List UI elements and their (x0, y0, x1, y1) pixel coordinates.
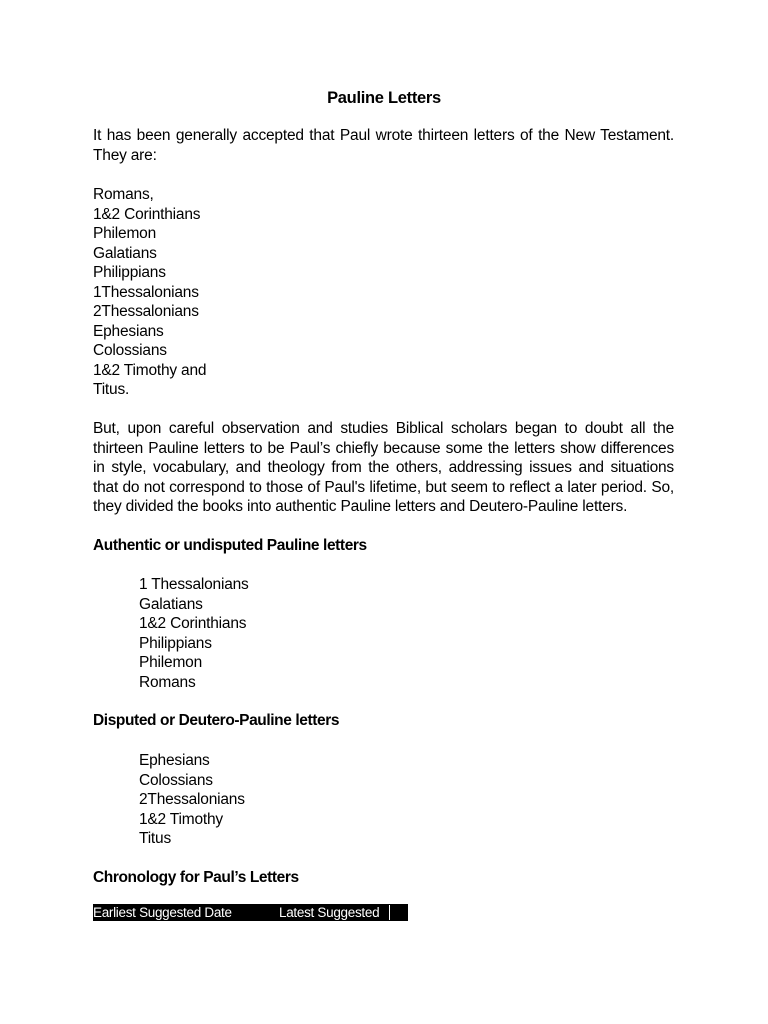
page-title: Pauline Letters (327, 89, 441, 107)
list-item: 1&2 Timothy and (93, 361, 207, 379)
intro-paragraph: It has been generally accepted that Paul wrote thirteen letters of the New Testament. They are: (93, 127, 674, 164)
disputed-list (139, 751, 245, 849)
text-cursor (389, 905, 390, 920)
table-header-cell: Earliest Suggested Date (93, 905, 232, 920)
list-item: Philemon (93, 225, 157, 242)
list-item: Philippians (93, 264, 166, 281)
table-header-cell: Latest Suggested Date (279, 905, 380, 937)
chronology-heading: Chronology for Paul’s Letters (93, 869, 299, 886)
list-item: 2Thessalonians (139, 791, 245, 808)
list-item: Galatians (139, 595, 203, 613)
list-item: Colossians (93, 342, 167, 359)
list-item: Ephesians (93, 322, 164, 340)
letters-list (93, 185, 206, 400)
list-item: 1 Thessalonians (139, 576, 249, 593)
list-item: 2Thessalonians (93, 303, 199, 320)
list-item: Romans (139, 673, 196, 691)
list-item: 1Thessalonians (93, 283, 199, 301)
disputed-heading: Disputed or Deutero-Pauline letters (93, 712, 340, 729)
list-item: Romans, (93, 186, 154, 203)
authentic-heading: Authentic or undisputed Pauline letters (93, 537, 367, 554)
list-item: Titus. (93, 381, 130, 398)
list-item: 1&2 Timothy (139, 810, 223, 828)
body-paragraph: But, upon careful observation and studies Biblical scholars began to doubt all the thirteen Pauline letters to be Paul’s chiefly because some the letters show differences in style, vocabulary, and theology from the others, addressing issues and situations that do not correspond to those of Paul's lifetime, but seem to reflect a later period. So, they divided the books into authentic Pauline letters and Deutero-Pauline letters. (93, 420, 674, 515)
list-item: 1&2 Corinthians (93, 205, 201, 223)
list-item: Philemon (139, 654, 203, 671)
list-item: Titus (139, 830, 172, 847)
list-item: Galatians (93, 244, 157, 262)
authentic-list (139, 575, 249, 692)
chronology-table-header (93, 904, 408, 937)
list-item: Colossians (139, 771, 213, 789)
list-item: 1&2 Corinthians (139, 615, 247, 632)
list-item: Philippians (139, 634, 212, 652)
list-item: Ephesians (139, 752, 210, 769)
